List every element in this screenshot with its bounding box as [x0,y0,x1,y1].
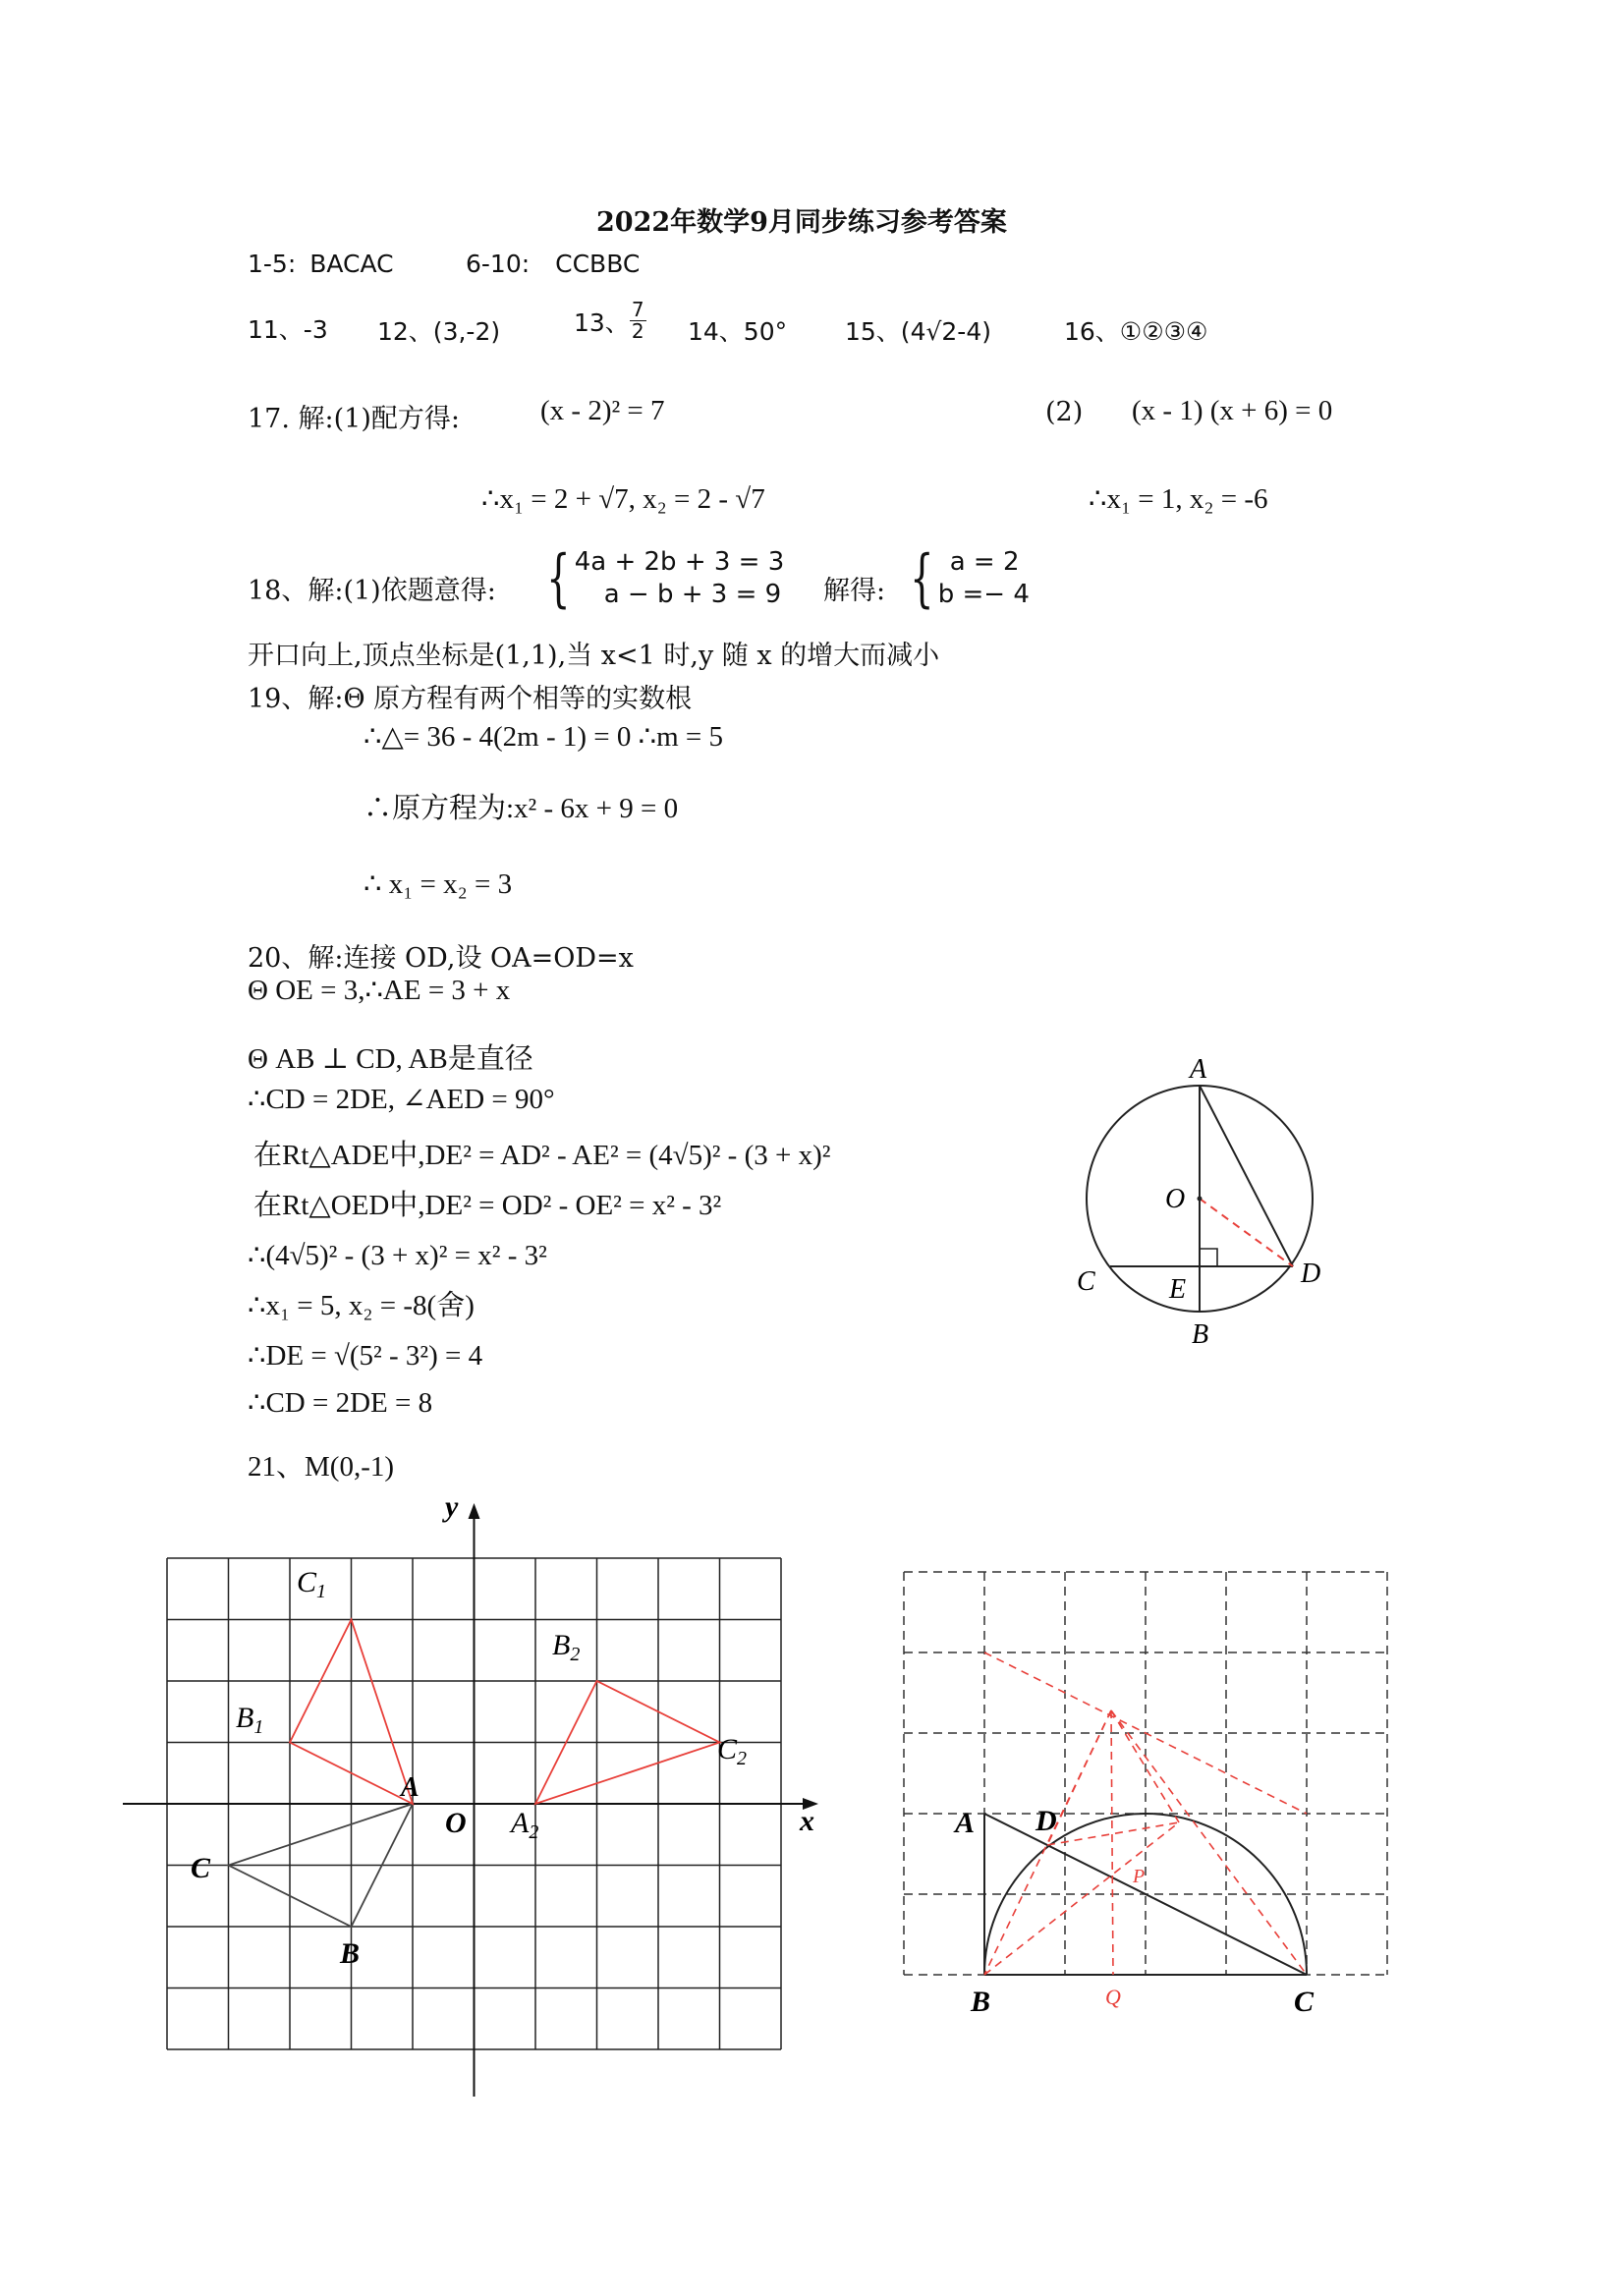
label-a: A [401,1772,420,1803]
label-a: A [955,1807,976,1839]
q18-system-1-eq-b: a − b + 3 = 9 [603,579,782,609]
y-axis-arrow-icon [469,1503,480,1519]
label-c2: $C_2$ [717,1733,748,1769]
q17-solution-1: ∴x₁ = 2 + √7, x₂ = 2 - √7 [481,483,765,515]
label-q: Q [1105,1985,1121,2009]
q20-line-7: ∴x₁ = 5, x₂ = -8(舍) [248,1290,475,1321]
label-a: A [1190,1054,1207,1085]
left-brace-icon: { [546,541,571,615]
q18-label: 18、解:(1)依题意得: [248,576,496,606]
q18-system-1-eq-a: 4a + 2b + 3 = 3 [574,547,785,577]
q20-line-8: ∴DE = √(5² - 3²) = 4 [248,1340,483,1372]
answer-13-denominator: 2 [631,319,644,343]
q17-equation-2: (x - 1) (x + 6) = 0 [1132,395,1333,426]
label-b: B [971,1986,991,2018]
answer-12: 12、(3,-2) [377,317,501,346]
segment-ad [1200,1086,1293,1266]
q18-system-2 [906,541,1030,615]
label-b2: $B_2$ [552,1629,581,1665]
q19-line-1: ∴△= 36 - 4(2m - 1) = 0 ∴m = 5 [364,721,724,753]
q18-system-2-eq-a: a = 2 [949,547,1020,577]
origin-label: O [445,1807,467,1839]
answer-11: 11、-3 [248,315,328,344]
q20-circle-figure [1061,1046,1336,1371]
answer-16: 16、①②③④ [1064,317,1208,346]
label-c1: $C_1$ [297,1566,327,1602]
mc-answers-6-10 [466,250,640,278]
label-b: B [1192,1319,1209,1350]
q17-equation-1: (x - 2)² = 7 [540,395,665,426]
label-a2: $A_2$ [511,1807,539,1843]
right-angle-mark [1200,1249,1217,1266]
label-c: C [1077,1266,1095,1297]
label-d: D [1035,1805,1057,1837]
q17-solution-2: ∴x₁ = 1, x₂ = -6 [1089,483,1268,515]
mc-value-1-5: BACAC [309,250,394,278]
q21-grid-figure [118,1490,845,2112]
q20-label: 20、解:连接 OD,设 OA=OD=x [248,943,634,974]
center-point [1198,1197,1203,1202]
answer-13 [574,300,646,342]
label-b: B [340,1937,361,1970]
q19-line-3: ∴ x₁ = x₂ = 3 [364,868,513,900]
label-c: C [1294,1986,1315,2018]
mc-answers-1-5 [248,250,394,278]
q18-system-2-eq-b: b =− 4 [937,579,1030,609]
segment-od [1200,1199,1293,1266]
dashed-grid [904,1572,1387,1975]
q19-label: 19、解:Θ 原方程有两个相等的实数根 [248,684,693,714]
q19-line-2: ∴原方程为:x² - 6x + 9 = 0 [364,793,679,824]
q21-label: 21、M(0,-1) [248,1451,395,1483]
q22-semicircle-figure [884,1552,1415,2034]
label-c: C [191,1852,211,1884]
y-axis-label: y [445,1490,459,1523]
answer-14: 14、50° [688,317,788,346]
left-brace-icon: { [910,541,934,615]
q20-line-6: ∴(4√5)² - (3 + x)² = x² - 3² [248,1240,547,1271]
x-axis-label: x [800,1805,814,1837]
answer-13-numerator: 7 [631,298,644,321]
mc-label-1-5: 1-5: [248,250,297,278]
label-p: P [1133,1866,1146,1887]
q18-solved-label: 解得: [823,576,886,606]
q20-line-1: Θ OE = 3,∴AE = 3 + x [248,975,511,1006]
page-title: 2022年数学9月同步练习参考答案 [596,207,1007,238]
q20-line-5: 在Rt△OED中,DE² = OD² - OE² = x² - 3² [253,1190,722,1221]
q17-label: 17. 解:(1)配方得: [248,404,460,434]
label-o: O [1165,1184,1186,1214]
q18-system-1 [542,541,785,615]
answer-15: 15、(4√2-4) [845,317,991,346]
q20-line-2: Θ AB ⊥ CD, AB是直径 [248,1043,533,1075]
label-b1: $B_1$ [236,1702,264,1738]
label-e: E [1169,1274,1187,1305]
answer-13-label: 13、 [574,308,630,337]
q20-line-3: ∴CD = 2DE, ∠AED = 90° [248,1084,555,1115]
q20-line-9: ∴CD = 2DE = 8 [248,1387,433,1419]
label-d: D [1301,1259,1321,1289]
mc-label-6-10: 6-10: [466,250,531,278]
mc-value-6-10: CCBBC [555,250,641,278]
q18-conclusion: 开口向上,顶点坐标是(1,1),当 x<1 时,y 随 x 的增大而减小 [248,641,940,671]
q17-part2-label: (2) [1045,397,1084,427]
q20-line-4: 在Rt△ADE中,DE² = AD² - AE² = (4√5)² - (3 + x)² [253,1140,831,1171]
